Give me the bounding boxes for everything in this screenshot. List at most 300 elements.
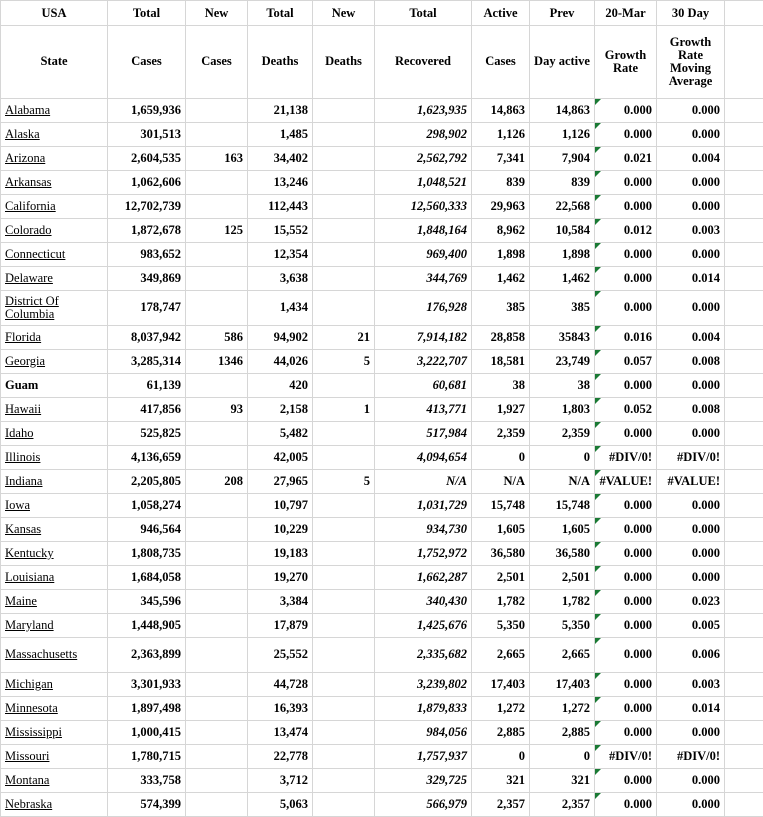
cell-growth-rate-moving-average: 0.000 (657, 769, 725, 793)
state-link[interactable]: Kentucky (5, 546, 54, 560)
state-link[interactable]: Minnesota (5, 701, 58, 715)
cell-new-deaths: 21 (313, 326, 375, 350)
cell-state[interactable] (1, 195, 108, 219)
cell-total-deaths: 19,270 (248, 566, 313, 590)
cell-growth-rate-moving-average: 0.000 (657, 123, 725, 147)
cell-prev-day-active: 0 (530, 446, 595, 470)
cell-state[interactable] (1, 638, 108, 673)
cell-new-deaths (313, 697, 375, 721)
cell-total-cases: 417,856 (108, 398, 186, 422)
state-link[interactable]: Florida (5, 330, 41, 344)
cell-new-cases (186, 721, 248, 745)
state-link[interactable]: Michigan (5, 677, 53, 691)
cell-new-cases (186, 171, 248, 195)
cell-new-cases (186, 745, 248, 769)
cell-total-deaths: 44,728 (248, 673, 313, 697)
cell-new-deaths (313, 721, 375, 745)
cell-active-cases: 385 (472, 291, 530, 326)
sheet-right-edge (725, 398, 763, 422)
state-link[interactable]: Arizona (5, 151, 45, 165)
state-link[interactable]: Montana (5, 773, 49, 787)
cell-active-cases: 1,605 (472, 518, 530, 542)
cell-prev-day-active: 5,350 (530, 614, 595, 638)
cell-state[interactable] (1, 793, 108, 817)
cell-growth-rate-moving-average: 0.004 (657, 147, 725, 171)
cell-total-recovered: 344,769 (375, 267, 472, 291)
cell-growth-rate: 0.000 (595, 793, 657, 817)
header-active-top: Active (472, 1, 530, 26)
table-row (1, 243, 763, 267)
cell-prev-day-active: N/A (530, 470, 595, 494)
cell-prev-day-active: 15,748 (530, 494, 595, 518)
cell-growth-rate: #VALUE! (595, 470, 657, 494)
cell-total-deaths: 3,712 (248, 769, 313, 793)
cell-new-deaths: 1 (313, 398, 375, 422)
cell-new-cases (186, 267, 248, 291)
state-link[interactable]: Maine (5, 594, 37, 608)
cell-new-cases (186, 793, 248, 817)
cell-total-recovered: 3,222,707 (375, 350, 472, 374)
cell-state[interactable] (1, 123, 108, 147)
cell-growth-rate: 0.000 (595, 243, 657, 267)
state-link[interactable]: Kansas (5, 522, 41, 536)
header-new-deaths-top: New (313, 1, 375, 26)
state-link[interactable]: California (5, 199, 56, 213)
cell-active-cases: 8,962 (472, 219, 530, 243)
cell-total-cases: 1,062,606 (108, 171, 186, 195)
state-link[interactable]: Idaho (5, 426, 33, 440)
cell-total-deaths: 17,879 (248, 614, 313, 638)
cell-new-cases (186, 638, 248, 673)
cell-growth-rate: 0.012 (595, 219, 657, 243)
table-row (1, 99, 763, 123)
cell-state[interactable] (1, 350, 108, 374)
cell-total-recovered: 1,623,935 (375, 99, 472, 123)
cell-prev-day-active: 17,403 (530, 673, 595, 697)
cell-new-cases (186, 422, 248, 446)
cell-total-deaths: 94,902 (248, 326, 313, 350)
cell-new-cases (186, 769, 248, 793)
cell-state[interactable] (1, 697, 108, 721)
cell-new-deaths (313, 745, 375, 769)
cell-state[interactable] (1, 542, 108, 566)
cell-prev-day-active: 22,568 (530, 195, 595, 219)
cell-growth-rate-moving-average: #DIV/0! (657, 446, 725, 470)
sheet-right-edge (725, 446, 763, 470)
cell-state[interactable] (1, 243, 108, 267)
cell-new-deaths: 5 (313, 350, 375, 374)
cell-active-cases: 28,858 (472, 326, 530, 350)
cell-active-cases: 1,272 (472, 697, 530, 721)
cell-new-cases (186, 99, 248, 123)
header-new-cases: Cases (186, 26, 248, 99)
cell-new-deaths (313, 518, 375, 542)
cell-growth-rate-moving-average: #DIV/0! (657, 745, 725, 769)
cell-new-cases (186, 291, 248, 326)
cell-prev-day-active: 2,501 (530, 566, 595, 590)
state-link[interactable]: Connecticut (5, 247, 65, 261)
cell-total-recovered: 12,560,333 (375, 195, 472, 219)
state-link[interactable]: Hawaii (5, 402, 41, 416)
cell-new-deaths (313, 171, 375, 195)
table-row (1, 398, 763, 422)
cell-total-recovered: 413,771 (375, 398, 472, 422)
table-row (1, 614, 763, 638)
cell-total-deaths: 22,778 (248, 745, 313, 769)
cell-state[interactable] (1, 673, 108, 697)
header-deaths: Deaths (248, 26, 313, 99)
cell-growth-rate-moving-average: 0.003 (657, 219, 725, 243)
cell-new-deaths (313, 219, 375, 243)
table-row (1, 147, 763, 171)
cell-growth-rate-moving-average: #VALUE! (657, 470, 725, 494)
table-row (1, 326, 763, 350)
table-row (1, 673, 763, 697)
cell-prev-day-active: 321 (530, 769, 595, 793)
cell-growth-rate: 0.000 (595, 673, 657, 697)
cell-new-deaths (313, 673, 375, 697)
sheet-right-edge (725, 1, 763, 26)
cell-new-cases (186, 697, 248, 721)
cell-new-deaths (313, 422, 375, 446)
cell-growth-rate: 0.000 (595, 566, 657, 590)
cell-state[interactable] (1, 422, 108, 446)
cell-total-recovered: 1,757,937 (375, 745, 472, 769)
cell-total-recovered: 60,681 (375, 374, 472, 398)
sheet-right-edge (725, 147, 763, 171)
cell-total-cases: 2,604,535 (108, 147, 186, 171)
state-link[interactable]: Mississippi (5, 725, 62, 739)
sheet-right-edge (725, 326, 763, 350)
cell-growth-rate-moving-average: 0.000 (657, 566, 725, 590)
cell-growth-rate-moving-average: 0.003 (657, 673, 725, 697)
state-link[interactable]: Georgia (5, 354, 45, 368)
cell-active-cases: 2,665 (472, 638, 530, 673)
cell-state[interactable] (1, 745, 108, 769)
cell-growth-rate: 0.000 (595, 291, 657, 326)
cell-prev-day-active: 2,885 (530, 721, 595, 745)
header-growth-rate: Growth Rate (595, 26, 657, 99)
cell-prev-day-active: 10,584 (530, 219, 595, 243)
cell-growth-rate-moving-average: 0.004 (657, 326, 725, 350)
cell-total-deaths: 42,005 (248, 446, 313, 470)
cell-prev-day-active: 1,272 (530, 697, 595, 721)
cell-new-deaths: 5 (313, 470, 375, 494)
cell-total-cases: 574,399 (108, 793, 186, 817)
table-row (1, 350, 763, 374)
table-row (1, 267, 763, 291)
cell-total-recovered: 934,730 (375, 518, 472, 542)
cell-total-recovered: 984,056 (375, 721, 472, 745)
cell-growth-rate: 0.000 (595, 195, 657, 219)
cell-growth-rate-moving-average: 0.006 (657, 638, 725, 673)
sheet-right-edge (725, 26, 763, 99)
cell-total-deaths: 34,402 (248, 147, 313, 171)
cell-total-recovered: 2,335,682 (375, 638, 472, 673)
cell-total-recovered: 2,562,792 (375, 147, 472, 171)
cell-total-cases: 1,808,735 (108, 542, 186, 566)
cell-growth-rate: 0.000 (595, 614, 657, 638)
cell-state[interactable] (1, 721, 108, 745)
cell-growth-rate: 0.021 (595, 147, 657, 171)
cell-total-deaths: 12,354 (248, 243, 313, 267)
cell-new-cases (186, 518, 248, 542)
state-link[interactable]: Massachusetts (5, 647, 77, 661)
cell-active-cases: 5,350 (472, 614, 530, 638)
cell-new-deaths (313, 291, 375, 326)
cell-growth-rate-moving-average: 0.014 (657, 267, 725, 291)
state-link[interactable]: Iowa (5, 498, 30, 512)
state-link[interactable]: Illinois (5, 450, 40, 464)
cell-growth-rate-moving-average: 0.008 (657, 398, 725, 422)
cell-total-deaths: 5,063 (248, 793, 313, 817)
cell-prev-day-active: 14,863 (530, 99, 595, 123)
state-link[interactable]: Missouri (5, 749, 49, 763)
sheet-right-edge (725, 99, 763, 123)
cell-active-cases: 1,126 (472, 123, 530, 147)
cell-active-cases: 38 (472, 374, 530, 398)
cell-total-cases: 1,000,415 (108, 721, 186, 745)
cell-total-recovered: 329,725 (375, 769, 472, 793)
cell-active-cases: 1,927 (472, 398, 530, 422)
cell-total-cases: 345,596 (108, 590, 186, 614)
cell-total-recovered: 1,031,729 (375, 494, 472, 518)
cell-active-cases: 0 (472, 745, 530, 769)
sheet-right-edge (725, 518, 763, 542)
sheet-right-edge (725, 123, 763, 147)
cell-total-recovered: 7,914,182 (375, 326, 472, 350)
cell-total-cases: 946,564 (108, 518, 186, 542)
cell-state[interactable] (1, 566, 108, 590)
cell-growth-rate: 0.000 (595, 267, 657, 291)
state-link[interactable]: Alaska (5, 127, 40, 141)
cell-new-deaths (313, 769, 375, 793)
cell-total-cases: 12,702,739 (108, 195, 186, 219)
cell-growth-rate: #DIV/0! (595, 745, 657, 769)
sheet-right-edge (725, 697, 763, 721)
cell-growth-rate-moving-average: 0.000 (657, 518, 725, 542)
table-row (1, 638, 763, 673)
cell-growth-rate-moving-average: 0.005 (657, 614, 725, 638)
cell-state[interactable] (1, 326, 108, 350)
cell-growth-rate-moving-average: 0.000 (657, 291, 725, 326)
cell-active-cases: 1,462 (472, 267, 530, 291)
header-total-recovered-top: Total (375, 1, 472, 26)
table-row (1, 769, 763, 793)
sheet-right-edge (725, 171, 763, 195)
cell-new-cases (186, 195, 248, 219)
cell-total-deaths: 1,485 (248, 123, 313, 147)
state-link[interactable]: Colorado (5, 223, 52, 237)
cell-growth-rate: 0.000 (595, 769, 657, 793)
cell-state[interactable] (1, 99, 108, 123)
header-prev-top: Prev (530, 1, 595, 26)
cell-prev-day-active: 2,357 (530, 793, 595, 817)
cell-new-cases (186, 494, 248, 518)
sheet-right-edge (725, 769, 763, 793)
cell-total-recovered: 176,928 (375, 291, 472, 326)
cell-total-deaths: 19,183 (248, 542, 313, 566)
state-link[interactable]: District Of Columbia (5, 294, 59, 321)
cell-total-deaths: 5,482 (248, 422, 313, 446)
header-growth-date-top: 20-Mar (595, 1, 657, 26)
cell-total-cases: 1,897,498 (108, 697, 186, 721)
header-new-cases-top: New (186, 1, 248, 26)
table-row (1, 446, 763, 470)
cell-total-cases: 301,513 (108, 123, 186, 147)
cell-state[interactable] (1, 398, 108, 422)
cell-active-cases: 7,341 (472, 147, 530, 171)
cell-new-deaths (313, 542, 375, 566)
cell-growth-rate: 0.000 (595, 494, 657, 518)
cell-new-cases: 125 (186, 219, 248, 243)
cell-new-deaths (313, 614, 375, 638)
cell-active-cases: 321 (472, 769, 530, 793)
state-link[interactable]: Nebraska (5, 797, 52, 811)
table-row (1, 793, 763, 817)
cell-total-deaths: 25,552 (248, 638, 313, 673)
table-row (1, 291, 763, 326)
cell-total-cases: 349,869 (108, 267, 186, 291)
cell-total-deaths: 112,443 (248, 195, 313, 219)
cell-new-cases: 163 (186, 147, 248, 171)
cell-active-cases: 2,357 (472, 793, 530, 817)
cell-state[interactable]: Guam (1, 374, 108, 398)
cell-total-cases: 3,285,314 (108, 350, 186, 374)
cell-growth-rate: 0.000 (595, 721, 657, 745)
cell-growth-rate: 0.000 (595, 590, 657, 614)
cell-state[interactable] (1, 446, 108, 470)
cell-total-cases: 1,058,274 (108, 494, 186, 518)
cell-prev-day-active: 1,462 (530, 267, 595, 291)
table-row (1, 518, 763, 542)
cell-prev-day-active: 2,665 (530, 638, 595, 673)
state-link[interactable]: Arkansas (5, 175, 52, 189)
cell-state[interactable] (1, 267, 108, 291)
cell-total-recovered: 1,879,833 (375, 697, 472, 721)
sheet-right-edge (725, 470, 763, 494)
cell-total-cases: 1,448,905 (108, 614, 186, 638)
cell-state[interactable] (1, 470, 108, 494)
cell-total-recovered: 1,848,164 (375, 219, 472, 243)
cell-total-deaths: 1,434 (248, 291, 313, 326)
cell-total-cases: 178,747 (108, 291, 186, 326)
cell-new-cases (186, 446, 248, 470)
cell-new-deaths (313, 195, 375, 219)
cell-growth-rate-moving-average: 0.023 (657, 590, 725, 614)
cell-state[interactable] (1, 614, 108, 638)
state-link[interactable]: Maryland (5, 618, 54, 632)
cell-total-recovered: 1,752,972 (375, 542, 472, 566)
cell-total-cases: 3,301,933 (108, 673, 186, 697)
cell-total-recovered: 566,979 (375, 793, 472, 817)
cell-growth-rate-moving-average: 0.008 (657, 350, 725, 374)
cell-growth-rate-moving-average: 0.000 (657, 374, 725, 398)
cell-total-recovered: 340,430 (375, 590, 472, 614)
cell-new-deaths (313, 123, 375, 147)
sheet-right-edge (725, 291, 763, 326)
table-row (1, 590, 763, 614)
cell-new-cases (186, 374, 248, 398)
sheet-right-edge (725, 243, 763, 267)
cell-state[interactable] (1, 590, 108, 614)
sheet-right-edge (725, 590, 763, 614)
cell-new-cases: 93 (186, 398, 248, 422)
cell-total-recovered: 4,094,654 (375, 446, 472, 470)
cell-total-cases: 1,684,058 (108, 566, 186, 590)
header-row-2 (1, 26, 763, 99)
cell-growth-rate: 0.000 (595, 374, 657, 398)
table-row (1, 123, 763, 147)
cell-total-cases: 983,652 (108, 243, 186, 267)
cell-state[interactable] (1, 147, 108, 171)
cell-growth-rate: 0.000 (595, 697, 657, 721)
state-link[interactable]: Delaware (5, 271, 53, 285)
cell-total-cases: 2,205,805 (108, 470, 186, 494)
cell-growth-rate-moving-average: 0.000 (657, 243, 725, 267)
state-link[interactable]: Alabama (5, 103, 50, 117)
cell-new-deaths (313, 243, 375, 267)
cell-total-deaths: 27,965 (248, 470, 313, 494)
cell-active-cases: 18,581 (472, 350, 530, 374)
header-total-cases-top: Total (108, 1, 186, 26)
cell-state[interactable] (1, 291, 108, 326)
cell-new-deaths (313, 494, 375, 518)
cell-total-cases: 61,139 (108, 374, 186, 398)
cell-prev-day-active: 7,904 (530, 147, 595, 171)
cell-growth-rate-moving-average: 0.000 (657, 721, 725, 745)
cell-total-recovered: 1,048,521 (375, 171, 472, 195)
sheet-right-edge (725, 267, 763, 291)
cell-total-recovered: 3,239,802 (375, 673, 472, 697)
cell-new-cases (186, 590, 248, 614)
header-state: State (1, 26, 108, 99)
cell-prev-day-active: 38 (530, 374, 595, 398)
cell-state[interactable] (1, 769, 108, 793)
cell-prev-day-active: 1,898 (530, 243, 595, 267)
cell-prev-day-active: 1,782 (530, 590, 595, 614)
sheet-right-edge (725, 566, 763, 590)
cell-state[interactable] (1, 219, 108, 243)
sheet-right-edge (725, 745, 763, 769)
state-link[interactable]: Louisiana (5, 570, 54, 584)
table-row (1, 542, 763, 566)
cell-prev-day-active: 0 (530, 745, 595, 769)
cell-total-deaths: 3,638 (248, 267, 313, 291)
sheet-right-edge (725, 219, 763, 243)
cell-new-deaths (313, 638, 375, 673)
cell-state[interactable] (1, 494, 108, 518)
cell-active-cases: 15,748 (472, 494, 530, 518)
cell-growth-rate: 0.000 (595, 99, 657, 123)
header-row-1 (1, 1, 763, 26)
cell-total-deaths: 21,138 (248, 99, 313, 123)
cell-prev-day-active: 839 (530, 171, 595, 195)
table-row (1, 494, 763, 518)
table-row (1, 697, 763, 721)
cell-growth-rate: 0.000 (595, 638, 657, 673)
cell-growth-rate-moving-average: 0.000 (657, 99, 725, 123)
table-row (1, 470, 763, 494)
cell-new-cases (186, 243, 248, 267)
cell-active-cases: 29,963 (472, 195, 530, 219)
cell-state[interactable] (1, 518, 108, 542)
sheet-right-edge (725, 422, 763, 446)
cell-state[interactable] (1, 171, 108, 195)
state-link[interactable]: Indiana (5, 474, 42, 488)
sheet-right-edge (725, 374, 763, 398)
cell-growth-rate: 0.000 (595, 422, 657, 446)
